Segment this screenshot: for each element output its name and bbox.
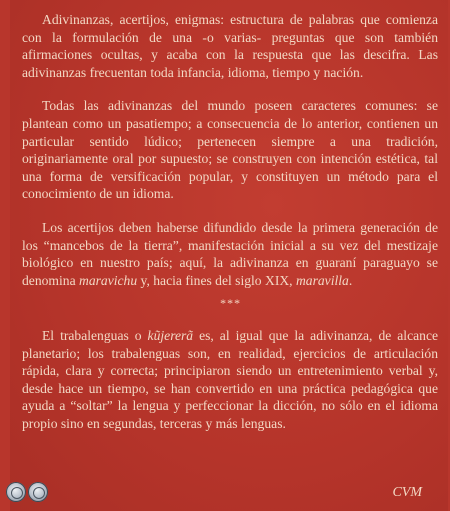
term-maravichu: maravichu <box>79 272 138 288</box>
paragraph-acertijos <box>22 219 438 289</box>
book-back-cover <box>10 0 448 511</box>
paragraph-acertijos-text: Los acertijos deben haberse difundido desde la primera generación de los “mancebos de la tierra”, manifestación inicial a su vez del mestizaje biológico en nuestro país; aquí, la adivinanza en guaraní paraguayo se denomina <box>22 219 438 288</box>
paragraph-trabalenguas-text: es, al igual que la adivinanza, de alcance planetario; los trabalenguas son, en realidad, ejercicios de articulación rápida, clara y correcta; principiaron siendo un entretenimiento verbal y, desde hace un tiempo, se han convertido en una práctica pedagógica que ayuda a “soltar” la lengua y perfeccionar la dicción, no sólo en el idioma propio sino en segundas, terceras y más lenguas. <box>22 327 439 431</box>
paragraph-trabalenguas <box>22 327 438 433</box>
term-maravilla: maravilla <box>295 272 349 288</box>
paragraph-characteristics: Todas las adivinanzas del mundo poseen caracteres comunes: se plantean como un pasatiempo; a consecuencia de lo anterior, contienen un particular sentido lúdico; pertenecen siempre a una tradición, originariamente oral por supuesto; se construyen con intención estética, tal una forma de versificación popular, y constituyen un método para el conocimiento de un idioma. <box>22 98 438 202</box>
paragraph-intro: Adivinanzas, acertijos, enigmas: estructura de palabras que comienza con la formulación de una -o varias- preguntas que son también afirmaciones ocultas, y acaba con la respuesta que las descifra. Las adivinanzas frecuentan toda infancia, idioma, tiempo y nación. <box>22 12 438 80</box>
author-signature: CVM <box>392 485 422 500</box>
section-separator: *** <box>219 296 241 311</box>
term-kujerera: kũjererã <box>147 327 194 343</box>
seal-stamp-icon <box>6 482 26 502</box>
paragraph-acertijos-middle: y, hacia fines del siglo XIX, <box>137 272 296 288</box>
paragraph-trabalenguas-start: El trabalenguas o <box>42 327 148 343</box>
paragraph-acertijos-end: . <box>348 272 353 288</box>
seal-stamp-icon <box>28 482 48 502</box>
text-body <box>22 11 438 432</box>
